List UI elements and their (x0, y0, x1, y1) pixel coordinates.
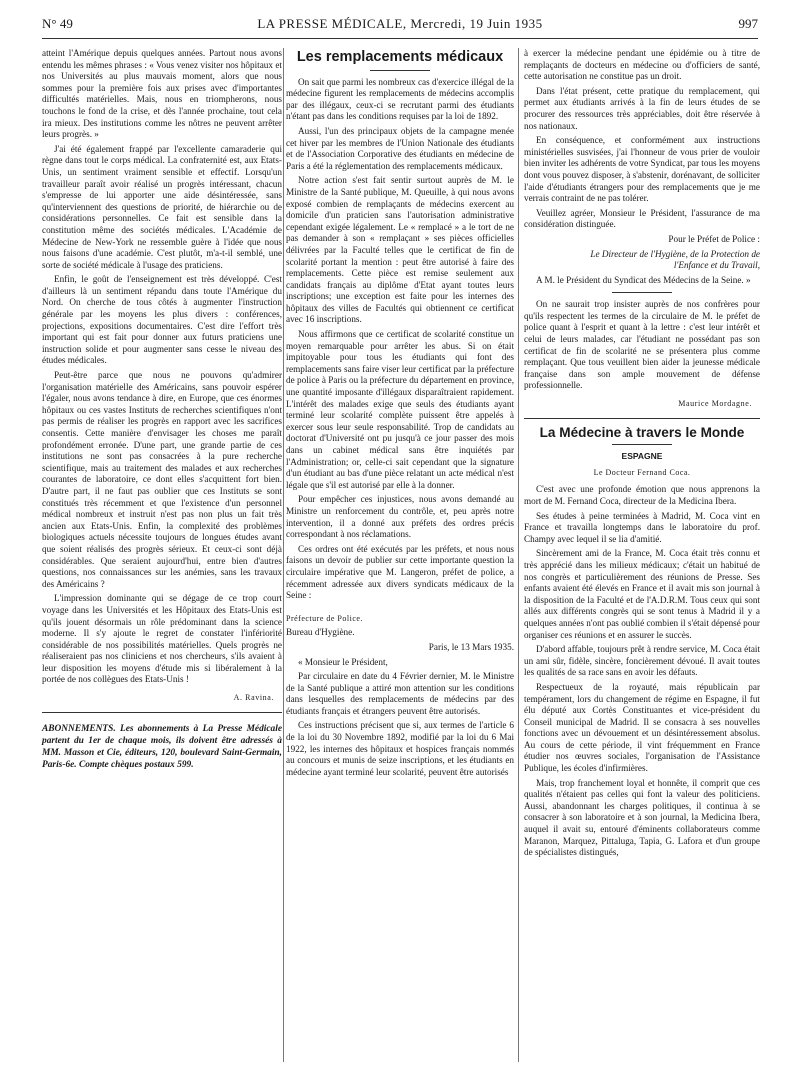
article-paragraph: L'impression dominante qui se dégage de ce trop court voyage dans les Universités et les Hôpitaux des Etats-Unis est qu'ils jouent désormais un rôle prédominant dans la science moderne. Il s'y ajoute le regret de constater l'infériorité considérable de nos possibilités matérielles. Quels progrès ne réaliseraient pas nos cliniciens et nos chercheurs, s'ils avaient à leur disposition les moyens d'étude mis si libéralement à la portée de nos collègues des Etats-Unis ! (42, 593, 282, 685)
article-byline: Le Docteur Fernand Coca. (593, 467, 691, 477)
letter-date: Paris, le 13 Mars 1935. (428, 641, 514, 652)
section-heading: La Médecine à travers le Monde (539, 424, 745, 440)
separator-rule (42, 712, 282, 713)
country-heading: ESPAGNE (621, 451, 663, 462)
prefect-line: Pour le Préfet de Police : (668, 233, 760, 244)
column-divider (518, 48, 519, 1062)
article-paragraph: atteint l'Amérique depuis quelques années. Partout nous avons entendu les mêmes phrases : « Vous venez visiter nos hôpitaux et nos Universités au plus mauvais moment, alors que nous sommes pour la première fois aux prises avec d'importantes difficultés matérielles. Mais, nous en triompherons, nous touchons le fond de la crise, et dès l'année prochaine, tout cela ira mieux. Des institutions comme les nôtres ne peuvent arrêter leurs progrès. » (42, 48, 282, 140)
issue-number: N° 49 (42, 16, 73, 31)
article-signature: Maurice Mordagne. (678, 399, 752, 409)
article-paragraph: Sincèrement ami de la France, M. Coca était très connu et très apprécié dans les milieux médicaux; c'était un habitué de nos congrès et particulièrement des réunions de Presse. Ses enfants avaient été élevés en France et il avait mis son journal à la disposition de la Faculté et de l'A.D.R.M. Tous ceux qui sont allés aux différents congrès qui se sont tenus à Madrid il y a quelques années n'ont pas oublié combien il s'était dépensé pour organiser ces réunions et en assurer le succès. (524, 548, 760, 640)
letter-paragraph: En conséquence, et conformément aux instructions ministérielles susvisées, j'ai l'honneur de vous prier de vouloir bien inviter les adhérents de votre Syndicat, par tous les moyens dont vous pouvez disposer, à s'abstenir, dorénavant, de solliciter l'aide d'étudiants étrangers pour des remplacements que je me verrais contraint de ne pas tolérer. (524, 135, 761, 204)
letter-addressee: A M. le Président du Syndicat des Médecins de la Seine. » (536, 274, 751, 285)
article-paragraph: Notre action s'est fait sentir surtout auprès de M. le Ministre de la Santé publique, M. Queuille, à qui nous avons exposé combien de remplaçants de médecins exercent au domicile d'un praticien sans l'autorisation administrative cependant exigée légalement. Le « remplacé » a le tort de ne pas demander à son « remplaçant » ses pièces officielles délivrées par la Faculté telles que le certificat de fin de scolarité portant la mention : peut être autorisé à faire des remplacements. Cette pièce est remise seulement aux candidats français au diplôme d'Etat ayant toutes leurs inscriptions; une exception est faite pour les internes des hôpitaux des villes de Facultés qui obtiennent ce certificat avec 16 inscriptions. (286, 175, 514, 325)
article-paragraph: Ses études à peine terminées à Madrid, M. Coca vint en France et travailla longtemps dans le laboratoire du prof. Champy avec lequel il se lia d'amitié. (524, 510, 760, 544)
page-number: 997 (738, 16, 758, 31)
page-header (42, 14, 758, 36)
article-paragraph: Enfin, le goût de l'enseignement est très développé. C'est d'ailleurs là un sentiment répandu dans toute l'Amérique du Nord. On cherche de tous côtés à augmenter l'instruction générale par les moyens les plus divers : conférences, projections, expositions documentaires. C'est dire l'effort très important qui est fait pour donner aux futurs praticiens une instruction solide et pour augmenter sans cesse le niveau des études médicales. (42, 274, 282, 366)
letter-paragraph: Dans l'état présent, cette pratique du remplacement, qui permet aux étudiants arrivés à la fin de leurs études de se procurer des ressources très appréciables, doit être réservée à nos nationaux. (524, 85, 760, 131)
article-paragraph: Nous affirmons que ce certificat de scolarité constitue un moyen remarquable pour arrêter les abus. Si on était impitoyable pour tous les étudiants qui font des remplacements sans faire viser leur certificat par la préfecture de police à Paris ou la préfecture du département en province, une quantité imposante d'illégaux disparaîtraient rapidement. L'intérêt des malades exige que seuls des étudiants ayant terminé leur scolarité complète puissent être appelés à exercer sous leur seule responsabilité. Trop de candidats au doctorat d'Université ont pu jusqu'à ce jour passer des mois dans un cabinet médical sans être inquiétés par l'Administration; or, celle-ci sait cependant que la signature d'un étudiant au bas d'une pièce relatant un acte médical n'est légale que s'il est autorisé par elle à la donner. (286, 329, 514, 490)
letter-paragraph: à exercer la médecine pendant une épidémie ou à titre de remplaçants de docteurs en médecine ou d'officiers de santé, cette autorisation ne constitue pas un droit. (524, 48, 760, 82)
article-paragraph: Pour empêcher ces injustices, nous avons demandé au Ministre un renforcement du contrôle, et, peu après notre intervention, il a donné aux préfets des ordres précis correspondant à nos réclamations. (286, 494, 514, 540)
article-heading: Les remplacements médicaux (296, 49, 504, 65)
prefecture-line: Préfecture de Police. (286, 613, 363, 623)
article-paragraph: Ces ordres ont été exécutés par les préfets, et nous nous faisons un devoir de publier sur cette importante question la circulaire impérative que M. Langeron, préfet de police, a récemment adressée aux divers syndicats médicaux de la Seine : (286, 543, 514, 601)
article-paragraph: On ne saurait trop insister auprès de nos confrères pour qu'ils respectent les termes de la circulaire de M. le préfet de police quant à l'esprit et quant à la lettre : c'est leur intérêt et celui de leurs malades, car l'étudiant ne possédant pas son certificat de fin de scolarité ne se présentera plus comme remplaçant. Que tous veuillent bien aider la jeunesse médicale française dans son ample mouvement de défense professionnelle. (524, 299, 760, 391)
subscription-notice: ABONNEMENTS. Les abonnements à La Presse Médicale partent du 1er de chaque mois, ils doivent être adressés à MM. Masson et Cie, éditeurs, 120, boulevard Saint-Germain, Paris-6e. Compte chèques postaux 599. (42, 723, 282, 770)
article-paragraph: C'est avec une profonde émotion que nous apprenons la mort de M. Fernand Coca, directeur de la Medicina Ibera. (524, 484, 760, 506)
separator-rule (612, 292, 672, 293)
separator-rule (524, 418, 760, 419)
header-rule (42, 38, 758, 39)
column-left (42, 48, 282, 771)
letter-paragraph: Par circulaire en date du 4 Février dernier, M. le Ministre de la Santé publique a attiré mon attention sur les conditions dans lesquelles des remplacements de médecins par des étudiants français et étrangers peuvent être autorisés. (286, 671, 514, 716)
letter-paragraph: Veuillez agréer, Monsieur le Président, l'assurance de ma considération distinguée. (524, 207, 760, 230)
article-paragraph: Aussi, l'un des principaux objets de la campagne menée cet hiver par les membres de l'Union Nationale des étudiants et de l'Association Corporative des étudiants en médecine de Paris a été la réglementation des remplacements médicaux. (286, 125, 514, 171)
article-paragraph: Peut-être parce que nous ne pouvons qu'admirer l'organisation matérielle des Américains, sans pouvoir espérer l'égaler, nous avons tendance à dire, en Europe, que ces énormes hôpitaux ou ces vastes Instituts de recherches scientifiques n'ont pas permis de réaliser les progrès en rapport avec les sacrifices consentis. Cette manière d'envisager les choses me paraît profondément erronée. D'une part, une grande partie de ces institutions ne sont pas consacrées à la pure recherche scientifique, mais au traitement des malades et aux recherches courantes de laboratoire, ce dont elles s'acquittent fort bien. D'autre part, il ne faut pas oublier que ces Instituts se sont constitués très récemment et que l'existence d'un personnel médical nombreux et instruit n'est pas non plus un fait très ancien aux Etats-Unis. Enfin, la complexité des problèmes biologiques actuels nécessite toujours de longues études avant que soient réalisés des progrès sérieux. Et ceux-ci sont déjà considérables. Que seraient aujourd'hui, entre bien d'autres questions, nos connaissances sur les anémies, sans les travaux des Américains ? (42, 370, 282, 589)
letter-paragraph: Ces instructions précisent que si, aux termes de l'article 6 de la loi du 30 Novembre 1892, modifié par la loi du 6 Mai 1922, les internes des hôpitaux et hospices français nommés au concours et munis de seize inscriptions, et les étudiants en médecine ayant terminé leur scolarité, peuvent être autorisés (286, 720, 514, 777)
letter-salutation: « Monsieur le Président, (298, 656, 388, 667)
heading-rule (370, 70, 430, 71)
heading-rule (612, 444, 672, 445)
article-paragraph: D'abord affable, toujours prêt à rendre service, M. Coca était un ami sûr, fidèle, sincère, foncièrement dévoué. Il avait toutes les qualités de sa race sans en avoir les défauts. (524, 644, 760, 678)
column-middle (286, 48, 514, 781)
director-line: Le Directeur de l'Hygiène, de la Protection de l'Enfance et du Travail, (590, 248, 760, 271)
bureau-line: Bureau d'Hygiène. (286, 627, 355, 638)
column-divider (283, 48, 284, 1062)
column-right (524, 48, 760, 862)
article-paragraph: J'ai été également frappé par l'excellente camaraderie qui règne dans tout le corps médical. La confraternité est, aux Etats-Unis, un sentiment vraiment sensible et effectif. Lorsqu'un travailleur paraît avoir réalisé un progrès intéressant, chacun s'empresse de lui apporter une aide désintéressée, sans qu'interviennent des questions de priorité, de hiérarchie ou de considérations personnelles. Ce fait est sensible dans la constitution même des sociétés médicales. L'Académie de Médecine de New-York ne ressemble guère à l'idée que nous nous faisons d'une académie. C'est plutôt, m'a-t-il semblé, une sorte de société médicale à l'usage des praticiens. (42, 143, 282, 270)
article-paragraph: Mais, trop franchement loyal et honnête, il comprit que ces qualités n'étaient pas celles qui font la valeur des politiciens. Aussi, abandonnant les charges politiques, il continua à se consacrer à son laboratoire et à son journal, la Medicina Ibera, auquel il avait su, entouré d'éminents collaborateurs comme Maranon, Marquez, Pittaluga, Tapia, G. Lafora et d'un groupe de spécialistes distingués, (524, 777, 760, 858)
journal-title: LA PRESSE MÉDICALE, Mercredi, 19 Juin 1935 (257, 16, 543, 31)
article-paragraph: Respectueux de la royauté, mais républicain par tempérament, lors du changement de régime en Espagne, il fut élu député aux Cortès Constituantes et vice-président du Conseil municipal de Madrid. Il se consacra à ses nouvelles fonctions avec un dévouement et un désintéressement absolus. Au cours de cette période, il vint fréquemment en France étudier nos œuvres sociales, l'organisation de l'Assistance Publique, les écoles d'infirmières. (524, 681, 760, 774)
article-signature: A. Ravina. (233, 693, 274, 703)
article-paragraph: On sait que parmi les nombreux cas d'exercice illégal de la médecine figurent les remplacements de médecins accomplis par des illégaux, ceux-ci se recrutant parmi des étudiants n'étant pas dans les conditions requises par la loi de 1892. (286, 76, 514, 122)
